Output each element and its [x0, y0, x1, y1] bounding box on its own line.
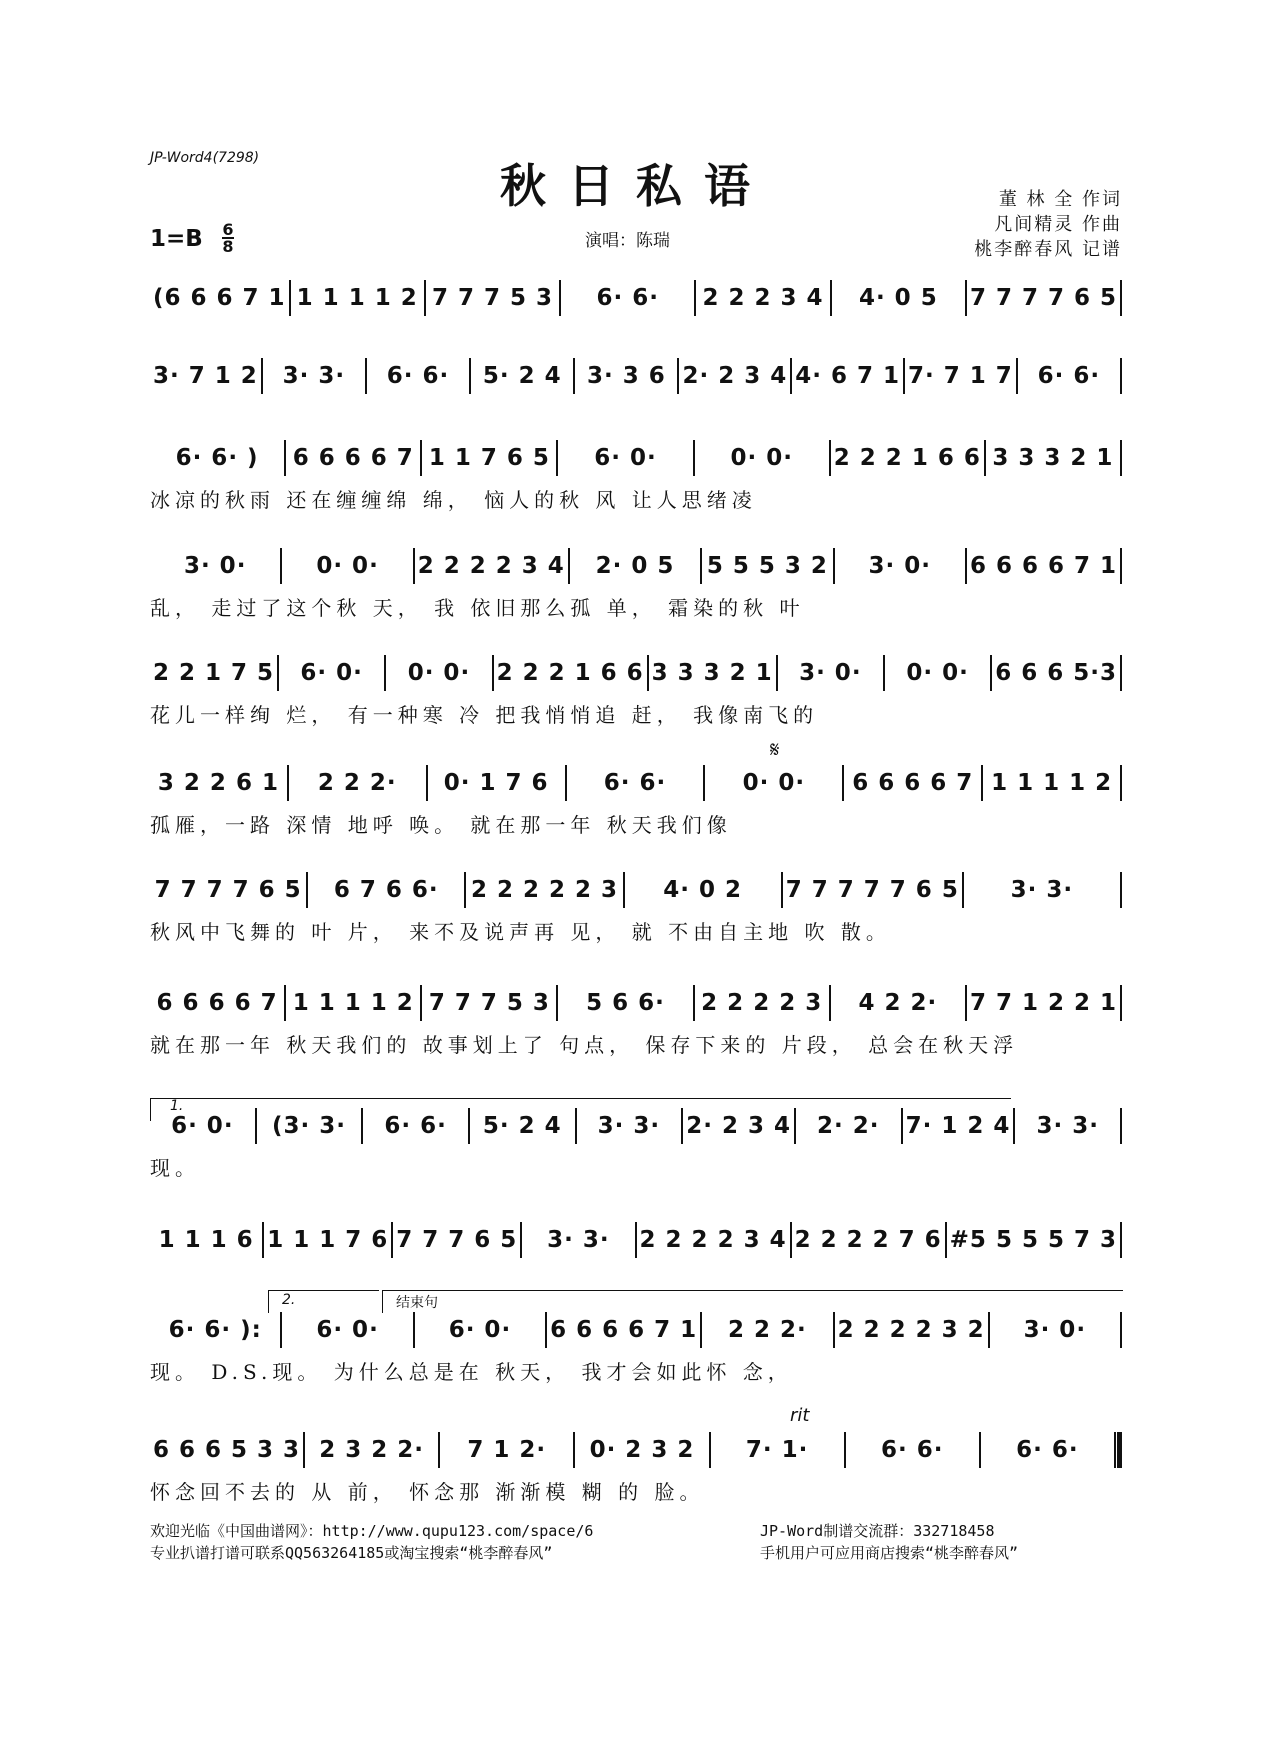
measure: 0· 0·	[742, 770, 806, 796]
measure: 2 2 2 2 3 4	[639, 1227, 787, 1253]
measure: 6· 6·	[1037, 363, 1101, 389]
barline	[1120, 1222, 1122, 1258]
barline	[1120, 872, 1122, 908]
song-title: 秋日私语	[500, 159, 772, 213]
measure: 3· 0·	[183, 553, 247, 579]
lyrics-line: 就在那一年 秋天我们的 故事划上了 句点， 保存下来的 片段， 总会在秋天浮	[150, 1033, 1019, 1057]
measure: 6 6 6 6 7	[156, 990, 278, 1016]
measure: 6· 6·	[386, 363, 450, 389]
notes-line	[150, 985, 1122, 1021]
time-signature	[222, 222, 234, 254]
barline	[1120, 765, 1122, 801]
segno-sign: 𝄋	[770, 738, 780, 763]
measure: 2 2 2·	[317, 770, 397, 796]
measure: 5 5 5 3 2	[706, 553, 828, 579]
notes-line	[150, 655, 1122, 691]
measure: 6· 0·	[448, 1317, 512, 1343]
lyrics-line: 秋风中飞舞的 叶 片， 来不及说声再 见， 就 不由自主地 吹 散。	[150, 920, 891, 944]
measure: 2 2 2 1 6 6	[833, 445, 981, 471]
notes-line	[150, 1222, 1122, 1258]
measure: 3 2 2 6 1	[157, 770, 279, 796]
measure: 3· 0·	[799, 660, 862, 686]
measure: 4· 6 7 1	[795, 363, 901, 389]
time-signature-bottom: 8	[222, 237, 234, 256]
notes-line	[150, 1432, 1122, 1468]
measure: 6· 6·	[596, 285, 660, 311]
measure: 5· 2 4	[482, 1113, 562, 1139]
lyrics-line: 现。	[150, 1156, 200, 1180]
lyrics-line: 乱， 走过了这个秋 天， 我 依旧那么孤 单， 霜染的秋 叶	[150, 596, 805, 620]
measure: 6· 0·	[594, 445, 657, 471]
measure: 3· 7 1 2	[153, 363, 258, 389]
measure: 6· 0·	[300, 660, 363, 686]
footer-app: 手机用户可应用商店搜索“桃李醉春风”	[760, 1544, 1019, 1562]
notes-line	[150, 1312, 1122, 1348]
measure: 0· 2 3 2	[589, 1437, 695, 1463]
measure: 2· 0 5	[595, 553, 675, 579]
volta-1-bracket	[150, 1098, 1011, 1121]
measure: 6 6 6 5 3 3	[153, 1437, 301, 1463]
measure: 5· 2 4	[482, 363, 562, 389]
barline	[1120, 985, 1122, 1021]
measure: 7 7 7 5 3	[431, 285, 553, 311]
measure: 2 2 1 7 5	[153, 660, 275, 686]
footer-website: 欢迎光临《中国曲谱网》：http://www.qupu123.com/space/6	[150, 1522, 594, 1540]
footer-group: JP-Word制谱交流群：332718458	[760, 1522, 995, 1540]
lyrics-line: 现。 D.S.现。 为什么总是在 秋天， 我才会如此怀 念，	[150, 1360, 793, 1384]
barline	[1120, 280, 1122, 316]
measure: 6· 6·	[881, 1437, 944, 1463]
measure: 1 1 1 6	[158, 1227, 254, 1253]
measure: 6· 0·	[316, 1317, 379, 1343]
measure: 2 2 2 2 3 4	[417, 553, 565, 579]
measure: 6· 6·	[1016, 1437, 1079, 1463]
performer: 演唱：陈瑞	[585, 231, 670, 251]
measure: 0· 0·	[407, 660, 471, 686]
measure: 7 7 7 7 6 5	[154, 877, 302, 903]
measure: 3· 3·	[1010, 877, 1074, 903]
lyrics-line: 花儿一样绚 烂， 有一种寒 冷 把我悄悄追 赶， 我像南飞的	[150, 703, 819, 727]
measure: 6· 6·	[603, 770, 667, 796]
lyrics-line: 怀念回不去的 从 前， 怀念那 渐渐模 糊 的 脸。	[150, 1480, 705, 1504]
ending-phrase-bracket	[382, 1290, 1123, 1313]
measure: (3· 3·	[271, 1113, 346, 1139]
measure: 3· 3·	[597, 1113, 661, 1139]
measure: 0· 0·	[730, 445, 793, 471]
measure: 1 1 1 1 2	[991, 770, 1113, 796]
measure: (6 6 6 7 1	[153, 285, 286, 311]
measure: 7· 7 1 7	[908, 363, 1013, 389]
measure: 6· 6·	[384, 1113, 447, 1139]
measure: 6 6 6 6 7 1	[969, 553, 1117, 579]
notes-line	[150, 548, 1122, 584]
measure: 6 6 6 6 7	[852, 770, 974, 796]
measure: 3· 0·	[868, 553, 931, 579]
measure: 7· 1 2 4	[905, 1113, 1011, 1139]
lyrics-line: 孤雁，一路 深情 地呼 唤。 就在那一年 秋天我们像	[150, 813, 732, 837]
measure: 1 1 7 6 5	[428, 445, 550, 471]
measure: 7 7 7 5 3	[428, 990, 550, 1016]
transcriber-credit: 桃李醉春风 记谱	[974, 239, 1122, 260]
barline	[1120, 548, 1122, 584]
time-signature-top: 6	[222, 220, 234, 239]
measure: 3· 0·	[1023, 1317, 1087, 1343]
footer-contact: 专业扒谱打谱可联系QQ563264185或淘宝搜索“桃李醉春风”	[150, 1544, 553, 1562]
measure: 2 2 2 2 2 3	[470, 877, 618, 903]
measure: 1 1 1 1 2	[296, 285, 418, 311]
measure: 2 2 2·	[727, 1317, 807, 1343]
barline	[1120, 1312, 1122, 1348]
lyricist-credit: 董 林 全 作词	[998, 189, 1122, 210]
volta-1-label: 1.	[170, 1098, 184, 1114]
barline	[1120, 1108, 1122, 1144]
barline	[1120, 655, 1122, 691]
measure: 6 7 6 6·	[333, 877, 439, 903]
measure: 6· 6· )	[175, 445, 259, 471]
lyrics-line: 冰凉的秋雨 还在缠缠绵 绵， 恼人的秋 风 让人思绪凌	[150, 488, 757, 512]
measure: 2 2 2 2 3	[701, 990, 823, 1016]
measure: 0· 0·	[906, 660, 969, 686]
measure: 7 7 7 7 6 5	[969, 285, 1118, 311]
measure: 1 1 1 1 2	[292, 990, 414, 1016]
notes-line	[150, 765, 1122, 801]
footer-left	[150, 1520, 593, 1564]
composer-credit: 凡间精灵 作曲	[994, 214, 1122, 235]
measure: 2 2 2 2 3 2	[837, 1317, 985, 1343]
notes-line	[150, 440, 1122, 476]
measure: 7· 1·	[745, 1437, 809, 1463]
measure: 2· 2 3 4	[686, 1113, 791, 1139]
measure: 7 1 2·	[467, 1437, 547, 1463]
measure: 2· 2 3 4	[682, 363, 788, 389]
measure: 2 2 2 3 4	[702, 285, 824, 311]
software-label: JP-Word4(7298)	[150, 150, 260, 166]
footer-right	[760, 1520, 1018, 1564]
barline	[1120, 440, 1122, 476]
measure: 6· 6· ):	[168, 1317, 262, 1343]
measure: 3 3 3 2 1	[992, 445, 1114, 471]
measure: 7 7 7 7 7 6 5	[785, 877, 959, 903]
measure: 2 2 2 1 6 6	[496, 660, 644, 686]
measure: 3· 3·	[1036, 1113, 1099, 1139]
barline	[1120, 358, 1122, 394]
measure: 6 6 6 5·3	[995, 660, 1117, 686]
measure: #5 5 5 5 7 3	[949, 1227, 1117, 1253]
measure: 7 7 1 2 2 1	[969, 990, 1117, 1016]
notes-line	[150, 872, 1122, 908]
notes-line	[150, 280, 1122, 316]
measure: 3· 3·	[282, 363, 346, 389]
volta-2-label: 2.	[282, 1292, 296, 1308]
measure: 5 6 6·	[586, 990, 665, 1016]
ritardando-mark: rit	[790, 1405, 810, 1426]
measure: 6 6 6 6 7	[292, 445, 414, 471]
measure: 0· 1 7 6	[443, 770, 549, 796]
measure: 3· 3 6	[587, 363, 666, 389]
barline	[1114, 1432, 1122, 1468]
measure: 4· 0 5	[858, 285, 938, 311]
key-signature: 1=B	[150, 226, 203, 252]
measure: 6· 0·	[171, 1113, 234, 1139]
notes-line	[150, 358, 1122, 394]
ending-phrase-label: 结束句	[396, 1295, 438, 1311]
measure: 4· 0 2	[663, 877, 743, 903]
measure: 0· 0·	[316, 553, 379, 579]
measure: 2 3 2 2·	[319, 1437, 425, 1463]
measure: 1 1 1 7 6	[267, 1227, 389, 1253]
measure: 3 3 3 2 1	[651, 660, 773, 686]
measure: 4 2 2·	[858, 990, 938, 1016]
measure: 2 2 2 2 7 6	[794, 1227, 942, 1253]
measure: 7 7 7 6 5	[396, 1227, 518, 1253]
measure: 3· 3·	[547, 1227, 610, 1253]
measure: 6 6 6 6 7 1	[550, 1317, 698, 1343]
measure: 2· 2·	[817, 1113, 880, 1139]
